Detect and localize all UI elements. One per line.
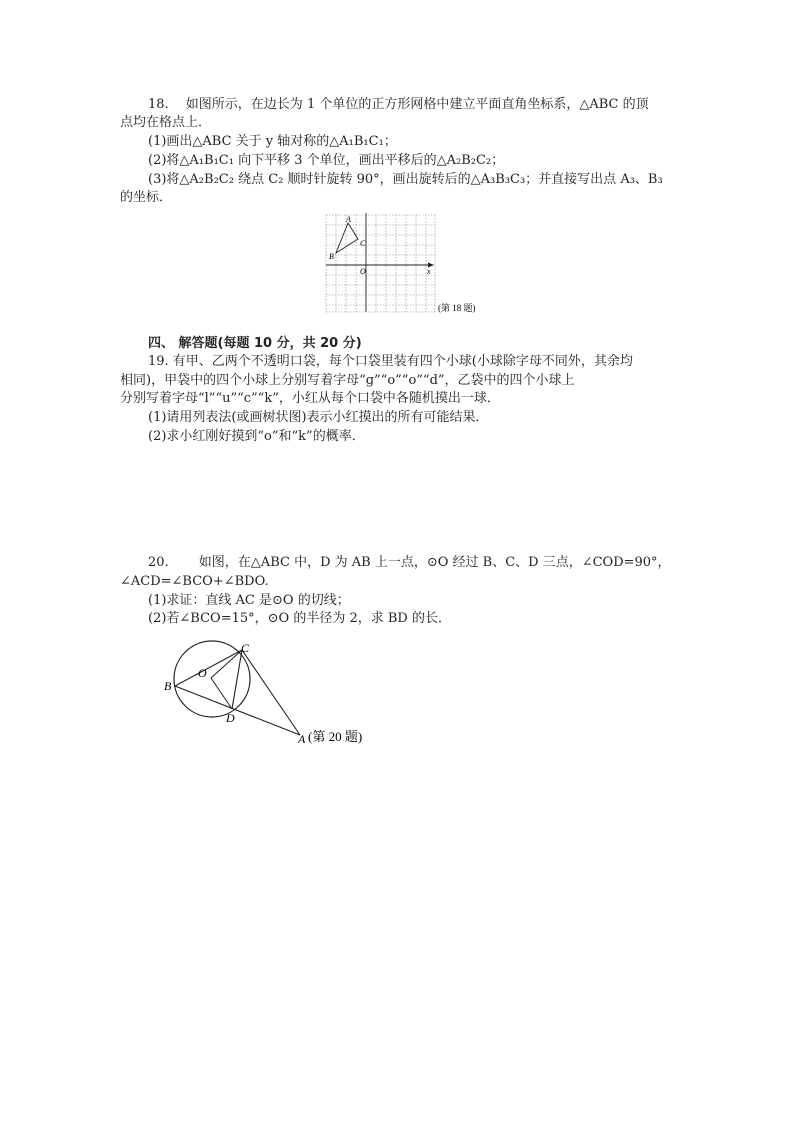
section-4-heading: 四、 解答题(每题 10 分，共 20 分) [148,336,362,351]
q20-figure-caption: (第 20 题) [308,729,363,744]
label-x: x [427,267,431,276]
label-d: D [226,711,235,725]
segment-ba [175,686,300,735]
q20-geometry-figure [158,640,428,750]
label-b: B [164,679,172,693]
q18-part2: (2)将△A₁B₁C₁ 向下平移 3 个单位，画出平移后的△A₂B₂C₂； [148,153,505,168]
segment-cd [232,650,242,709]
q19-intro-line2: 相同)，甲袋中的四个小球上分别写着字母“g”“o”“o”“d”，乙袋中的四个小球上 [120,373,575,388]
q20-intro-line2: ∠ACD=∠BCO+∠BDO. [120,574,269,589]
label-c: C [360,239,366,248]
label-b: B [329,252,334,261]
q18-part1: (1)画出△ABC 关于 y 轴对称的△A₁B₁C₁； [148,134,397,149]
q18-intro-line1: 18. 如图所示，在边长为 1 个单位的正方形网格中建立平面直角坐标系，△ABC 的顶 [148,97,649,112]
segment-ca [242,650,300,735]
triangle-abc [336,223,358,253]
q18-part3-line2: 的坐标． [120,190,173,205]
segment-bc [175,650,242,686]
q19-part2: (2)求小红刚好摸到“o”和“k”的概率． [148,429,365,444]
label-c: C [241,641,250,655]
q18-figure-caption: (第 18 题) [438,303,476,313]
q18-grid-figure [322,212,512,316]
grid-lines [326,215,435,312]
q19-intro-line1: 19. 有甲、乙两个不透明口袋，每个口袋里装有四个小球(小球除字母不同外，其余均 [148,354,633,369]
label-o: O [360,267,366,276]
q18-intro-line2: 点均在格点上． [120,115,212,130]
label-a: A [298,732,306,746]
q18-part3-line1: (3)将△A₂B₂C₂ 绕点 C₂ 顺时针旋转 90°，画出旋转后的△A₃B₃C₃；并直接写出点 A₃、B₃ [148,172,663,187]
label-o: O [198,666,207,680]
q20-part1: (1)求证：直线 AC 是⊙O 的切线； [148,593,350,608]
q19-intro-line3: 分别写着字母“l”“u”“c”“k”，小红从每个口袋中各随机摸出一球． [120,391,500,406]
q20-intro-line1: 20. 如图，在△ABC 中，D 为 AB 上一点，⊙O 经过 B、C、D 三点，∠COD=90°， [148,555,671,570]
q20-part2: (2)若∠BCO=15°，⊙O 的半径为 2，求 BD 的长． [148,611,451,626]
q19-part1: (1)请用列表法(或画树状图)表示小红摸出的所有可能结果． [148,410,489,425]
label-a: A [346,215,351,224]
